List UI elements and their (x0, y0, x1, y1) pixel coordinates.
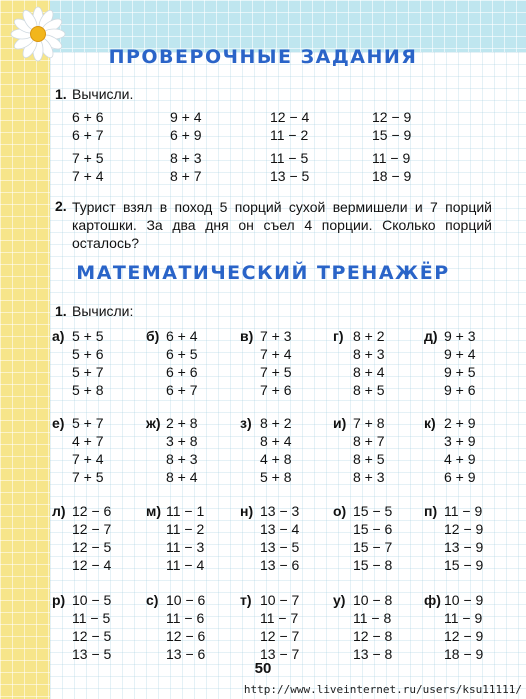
expression: 3 + 9 (444, 433, 476, 449)
expression: 7 + 4 (72, 168, 104, 184)
task-label: Вычисли: (72, 303, 134, 319)
expression: 7 + 4 (72, 451, 104, 467)
expression: 13 − 3 (260, 503, 300, 519)
expression: 7 + 5 (260, 364, 292, 380)
expression: 11 − 5 (270, 150, 309, 166)
expression: 6 + 7 (72, 127, 104, 143)
expression: 6 + 4 (166, 328, 198, 344)
expression: 12 − 9 (372, 109, 412, 125)
expression: 8 + 3 (353, 346, 385, 362)
expression: 8 + 4 (260, 433, 292, 449)
page-number: 50 (254, 660, 272, 677)
column-letter: г) (333, 328, 344, 344)
expression: 6 + 9 (444, 469, 476, 485)
expression: 12 − 7 (260, 628, 300, 644)
expression: 6 + 9 (170, 127, 202, 143)
expression: 10 − 7 (260, 592, 300, 608)
expression: 8 + 2 (353, 328, 385, 344)
expression: 2 + 8 (166, 415, 198, 431)
expression: 8 + 3 (353, 469, 385, 485)
column-letter: б) (146, 328, 160, 344)
expression: 8 + 4 (166, 469, 198, 485)
expression: 15 − 8 (353, 557, 393, 573)
expression: 5 + 7 (72, 415, 104, 431)
expression: 8 + 4 (353, 364, 385, 380)
expression: 9 + 5 (444, 364, 476, 380)
expression: 11 − 7 (260, 610, 299, 626)
expression: 8 + 3 (170, 150, 202, 166)
expression: 11 − 2 (270, 127, 309, 143)
expression: 13 − 5 (260, 539, 300, 555)
expression: 7 + 5 (72, 150, 104, 166)
expression: 13 − 5 (270, 168, 310, 184)
expression: 12 − 4 (270, 109, 310, 125)
column-letter: о) (333, 503, 347, 519)
expression: 8 + 3 (166, 451, 198, 467)
expression: 6 + 7 (166, 382, 198, 398)
column-letter: в) (240, 328, 254, 344)
expression: 11 − 9 (372, 150, 411, 166)
expression: 9 + 3 (444, 328, 476, 344)
task-number: 1. (55, 86, 67, 102)
section-title-trainer: МАТЕМАТИЧЕСКИЙ ТРЕНАЖЁР (76, 262, 450, 284)
expression: 15 − 6 (353, 521, 393, 537)
column-letter: с) (146, 592, 159, 608)
expression: 11 − 2 (166, 521, 205, 537)
column-letter: и) (333, 415, 347, 431)
expression: 12 − 5 (72, 539, 112, 555)
column-letter: ж) (146, 415, 161, 431)
top-grid-band (0, 0, 526, 52)
expression: 11 − 6 (166, 610, 205, 626)
expression: 13 − 6 (166, 646, 206, 662)
expression: 7 + 4 (260, 346, 292, 362)
column-letter: ф) (424, 592, 441, 608)
expression: 13 − 5 (72, 646, 112, 662)
expression: 13 − 4 (260, 521, 300, 537)
expression: 11 − 9 (444, 503, 483, 519)
column-letter: л) (52, 503, 66, 519)
section-title-checks: ПРОВЕРОЧНЫЕ ЗАДАНИЯ (108, 46, 418, 68)
column-letter: а) (52, 328, 65, 344)
watermark-url: http://www.liveinternet.ru/users/ksu11111/ (243, 683, 522, 696)
expression: 5 + 7 (72, 364, 104, 380)
expression: 13 − 6 (260, 557, 300, 573)
column-letter: е) (52, 415, 65, 431)
expression: 4 + 7 (72, 433, 104, 449)
expression: 5 + 8 (72, 382, 104, 398)
expression: 12 − 9 (444, 521, 484, 537)
expression: 10 − 9 (444, 592, 484, 608)
task-label: Вычисли. (72, 86, 134, 102)
expression: 15 − 5 (353, 503, 393, 519)
expression: 8 + 5 (353, 451, 385, 467)
expression: 3 + 8 (166, 433, 198, 449)
expression: 8 + 7 (170, 168, 202, 184)
expression: 10 − 6 (166, 592, 206, 608)
expression: 6 + 6 (72, 109, 104, 125)
expression: 12 − 7 (72, 521, 112, 537)
expression: 7 + 8 (353, 415, 385, 431)
expression: 9 + 4 (170, 109, 202, 125)
expression: 7 + 6 (260, 382, 292, 398)
word-problem-text: Турист взял в поход 5 порций сухой вермишели и 7 порций картошки. За два дня он съел 4 порции. Сколько порций осталось? (72, 199, 492, 251)
expression: 13 − 8 (353, 646, 393, 662)
column-letter: н) (240, 503, 254, 519)
column-letter: р) (52, 592, 66, 608)
task-number: 2. (55, 198, 67, 214)
expression: 11 − 1 (166, 503, 205, 519)
expression: 11 − 9 (444, 610, 483, 626)
column-letter: м) (146, 503, 162, 519)
expression: 10 − 5 (72, 592, 112, 608)
expression: 8 + 7 (353, 433, 385, 449)
expression: 15 − 9 (372, 127, 412, 143)
column-letter: у) (333, 592, 346, 608)
expression: 9 + 4 (444, 346, 476, 362)
expression: 18 − 9 (444, 646, 484, 662)
expression: 15 − 9 (444, 557, 484, 573)
expression: 6 + 5 (166, 346, 198, 362)
column-letter: к) (424, 415, 436, 431)
expression: 2 + 9 (444, 415, 476, 431)
expression: 8 + 5 (353, 382, 385, 398)
expression: 12 − 9 (444, 628, 484, 644)
expression: 12 − 8 (353, 628, 393, 644)
expression: 4 + 8 (260, 451, 292, 467)
expression: 12 − 6 (72, 503, 112, 519)
expression: 6 + 6 (166, 364, 198, 380)
expression: 9 + 6 (444, 382, 476, 398)
expression: 4 + 9 (444, 451, 476, 467)
task-number: 1. (55, 303, 67, 319)
expression: 13 − 9 (444, 539, 484, 555)
expression: 5 + 8 (260, 469, 292, 485)
expression: 12 − 4 (72, 557, 112, 573)
expression: 18 − 9 (372, 168, 412, 184)
expression: 5 + 6 (72, 346, 104, 362)
expression: 8 + 2 (260, 415, 292, 431)
expression: 12 − 6 (166, 628, 206, 644)
column-letter: п) (424, 503, 438, 519)
expression: 11 − 8 (353, 610, 392, 626)
column-letter: т) (240, 592, 252, 608)
expression: 12 − 5 (72, 628, 112, 644)
expression: 11 − 3 (166, 539, 205, 555)
column-letter: д) (424, 328, 438, 344)
column-letter: з) (240, 415, 252, 431)
expression: 11 − 5 (72, 610, 111, 626)
expression: 13 − 7 (260, 646, 300, 662)
side-grid-strip (0, 0, 50, 699)
expression: 7 + 3 (260, 328, 292, 344)
expression: 7 + 5 (72, 469, 104, 485)
expression: 5 + 5 (72, 328, 104, 344)
expression: 11 − 4 (166, 557, 205, 573)
expression: 15 − 7 (353, 539, 393, 555)
expression: 10 − 8 (353, 592, 393, 608)
